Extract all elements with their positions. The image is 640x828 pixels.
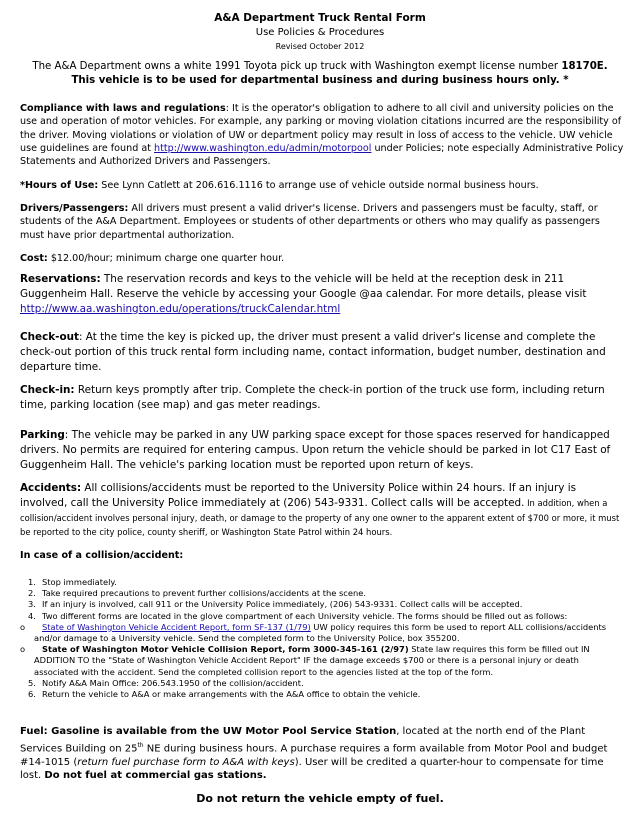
cost-heading: Cost:: [20, 253, 48, 264]
footer-warning: Do not return the vehicle empty of fuel.: [196, 792, 444, 805]
intro-usage-note: This vehicle is to be used for departmental business and during business hours only. *: [71, 75, 569, 86]
list-item: 6. Return the vehicle to A&A or make arrangements with the A&A office to obtain the vehicle.: [28, 689, 421, 700]
accidents-heading: Accidents:: [20, 482, 82, 494]
revision-date: Revised October 2012: [275, 42, 365, 51]
checkin-text: Return keys promptly after trip. Complete the check-in portion of the truck use form, including return time, parking location (see map) and gas meter readings.: [20, 384, 605, 411]
form-title: A&A Department Truck Rental Form: [214, 12, 426, 24]
parking-heading: Parking: [20, 429, 65, 441]
fuel-warning: Do not fuel at commercial gas stations.: [44, 770, 267, 782]
reservations-text: The reservation records and keys to the vehicle will be held at the reception desk in 211 Guggenheim Hall. Reserve the vehicle by accessing your Google @aa calendar. For more details, please visit: [20, 273, 587, 300]
compliance-text-end: under Policies; note especially Administrative Policy Statements and Authorized Drivers and Passengers.: [20, 142, 624, 168]
compliance-heading: Compliance with laws and regulations: [20, 103, 226, 114]
license-number: 18170E.: [561, 61, 608, 72]
accidents-section: [20, 481, 624, 540]
hours-text: See Lynn Catlett at 206.616.1116 to arrange use of vehicle outside normal business hours.: [98, 180, 539, 191]
list-item: 2. Take required precautions to prevent further collisions/accidents at the scene.: [28, 588, 366, 599]
collision-heading: In case of a collision/accident:: [20, 550, 184, 561]
accidents-detail: In addition, when a collision/accident involves personal injury, death, or damage to the property of any one owner to the apparent extent of $700 or more, it must be reported to the city police, county sheriff, or Washington State Patrol within 24 hours.: [20, 497, 620, 538]
list-item: 3. If an injury is involved, call 911 or the University Police immediately, (206) 543-9331. Collect calls will be accepted.: [28, 599, 523, 610]
drivers-section: [20, 202, 624, 242]
compliance-text: : It is the operator's obligation to adhere to all civil and university policies on the use and operation of motor vehicles. For example, any parking or moving violation citations incurred are the responsibility of the driver. Moving violations or violation of UW or department policy may result in loss of access to the vehicle. UW vehicle use guidelines are found at: [20, 103, 622, 154]
parking-section: [20, 428, 624, 472]
checkin-heading: Check-in:: [20, 384, 75, 396]
checkout-section: [20, 330, 624, 374]
intro-paragraph: [20, 60, 620, 88]
sf137-form-link[interactable]: State of Washington Vehicle Accident Report, form SF-137 (1/79): [42, 621, 311, 632]
checkout-text: : At the time the key is picked up, the driver must present a valid driver's license and complete the check-out portion of this truck rental form including name, contact information, budget number, destination and departure time.: [20, 331, 606, 373]
hours-section: [20, 179, 624, 192]
intro-text: The A&A Department owns a white 1991 Toyota pick up truck with Washington exempt license number: [32, 61, 562, 72]
list-item: 4. Two different forms are located in the glove compartment of each University vehicle. The forms should be filled out as follows:: [28, 610, 568, 621]
fuel-section: Fuel: Gasoline is available from the UW Motor Pool Service Station, located at the north end of the Plant Services Building on 25th NE during business hours. A purchase requires a form available from Motor Pool and budget #14-1015 (return fuel purchase form to A&A with keys). User will be credited a quarter-hour to compensate for time lost. Do not fuel at commercial gas stations.: [20, 726, 608, 782]
form-subtitle: Use Policies & Procedures: [255, 27, 385, 38]
reservations-section: [20, 272, 624, 316]
fuel-heading: Fuel: Gasoline is available from the UW Motor Pool Service Station: [20, 726, 397, 737]
drivers-heading: Drivers/Passengers:: [20, 203, 129, 214]
cost-text: $12.00/hour; minimum charge one quarter hour.: [47, 253, 285, 264]
checkin-section: [20, 383, 624, 413]
parking-text: : The vehicle may be parked in any UW parking space except for those spaces reserved for handicapped drivers. No permits are required for entering campus. Upon return the vehicle should be parked in lot C17 East of Guggenheim Hall. The vehicle's parking location must be reported upon return of keys.: [20, 429, 611, 471]
motorpool-link[interactable]: http://www.washington.edu/admin/motorpool: [154, 142, 372, 154]
list-item: 5. Notify A&A Main Office: 206.543.1950 of the collision/accident.: [28, 677, 304, 688]
accidents-text: All collisions/accidents must be reported to the University Police within 24 hours. If an injury is involved, call the University Police immediately at (206) 543-9331. Collect calls will be accepted.: [20, 482, 577, 509]
truck-calendar-link[interactable]: http://www.aa.washington.edu/operations/truckCalendar.html: [20, 302, 341, 315]
drivers-text: All drivers must present a valid driver's license. Drivers and passengers must be faculty, staff, or students of the A&A Department. Employees or students of other departments or others who may qualify as passengers must have prior departmental authorization.: [20, 203, 600, 241]
cost-section: [20, 252, 624, 265]
reservations-heading: Reservations:: [20, 273, 101, 285]
hours-heading: *Hours of Use:: [20, 180, 99, 191]
checkout-heading: Check-out: [20, 331, 79, 343]
collision-steps-list: [20, 577, 624, 700]
list-item: 1. Stop immediately.: [28, 577, 117, 587]
compliance-section: [20, 102, 624, 168]
list-item-form-sf137: o State of Washington Vehicle Accident Report, form SF-137 (1/79) UW policy requires this form be used to report ALL collisions/accidents and/or damage to a University vehicle. Send the completed form to the University Police, box 355200.: [20, 621, 607, 644]
list-item-form-3000: o State of Washington Motor Vehicle Collision Report, form 3000-345-161 (2/97) State law requires this form be filled out IN ADDITION TO the "State of Washington Vehicle Accident Report" IF the damage exceeds $700 or there is a personal injury or death associated with the accident. Send the completed collision report to the agencies listed at the top of the form.: [20, 644, 590, 677]
